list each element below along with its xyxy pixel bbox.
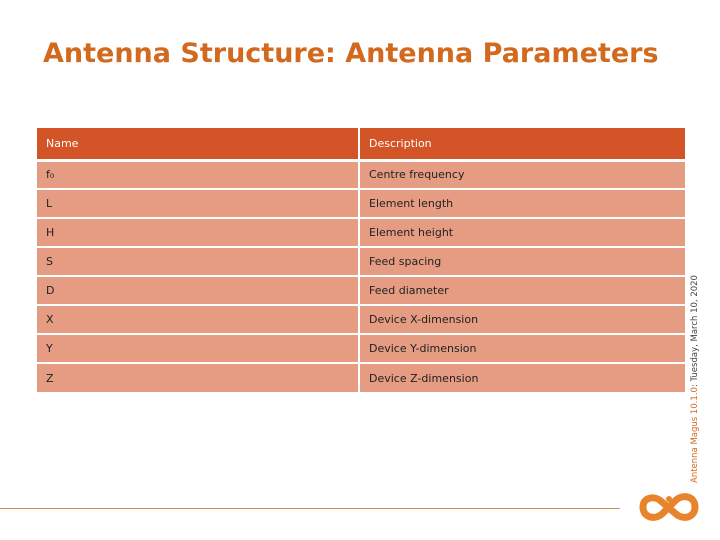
presentation-date: : Tuesday, March 10, 2020 <box>690 275 700 388</box>
footer-divider <box>0 508 620 509</box>
parameter-description: Element length <box>359 189 685 218</box>
parameter-name: f₀ <box>37 160 359 189</box>
parameter-name: Z <box>37 363 359 392</box>
parameter-description: Device Z-dimension <box>359 363 685 392</box>
table-row <box>37 189 685 218</box>
parameter-description: Device Y-dimension <box>359 334 685 363</box>
parameter-description: Centre frequency <box>359 160 685 189</box>
footer-vertical-text <box>690 275 700 483</box>
parameters-table <box>37 128 685 392</box>
antenna-magus-logo-icon <box>638 489 700 525</box>
parameter-name: D <box>37 276 359 305</box>
parameter-name: Y <box>37 334 359 363</box>
table-row <box>37 305 685 334</box>
parameter-description: Element height <box>359 218 685 247</box>
slide-title: Antenna Structure: Antenna Parameters <box>43 38 659 69</box>
table-row <box>37 160 685 189</box>
parameter-name: X <box>37 305 359 334</box>
column-header-name: Name <box>37 128 359 160</box>
product-version: Antenna Magus 10.1.0 <box>690 387 700 483</box>
table-header-row <box>37 128 685 160</box>
table-row <box>37 276 685 305</box>
parameter-name: L <box>37 189 359 218</box>
column-header-description: Description <box>359 128 685 160</box>
parameter-description: Feed spacing <box>359 247 685 276</box>
table-row <box>37 363 685 392</box>
parameter-name: S <box>37 247 359 276</box>
table-row <box>37 334 685 363</box>
parameter-description: Feed diameter <box>359 276 685 305</box>
table-row <box>37 247 685 276</box>
table-row <box>37 218 685 247</box>
parameter-description: Device X-dimension <box>359 305 685 334</box>
parameter-name: H <box>37 218 359 247</box>
